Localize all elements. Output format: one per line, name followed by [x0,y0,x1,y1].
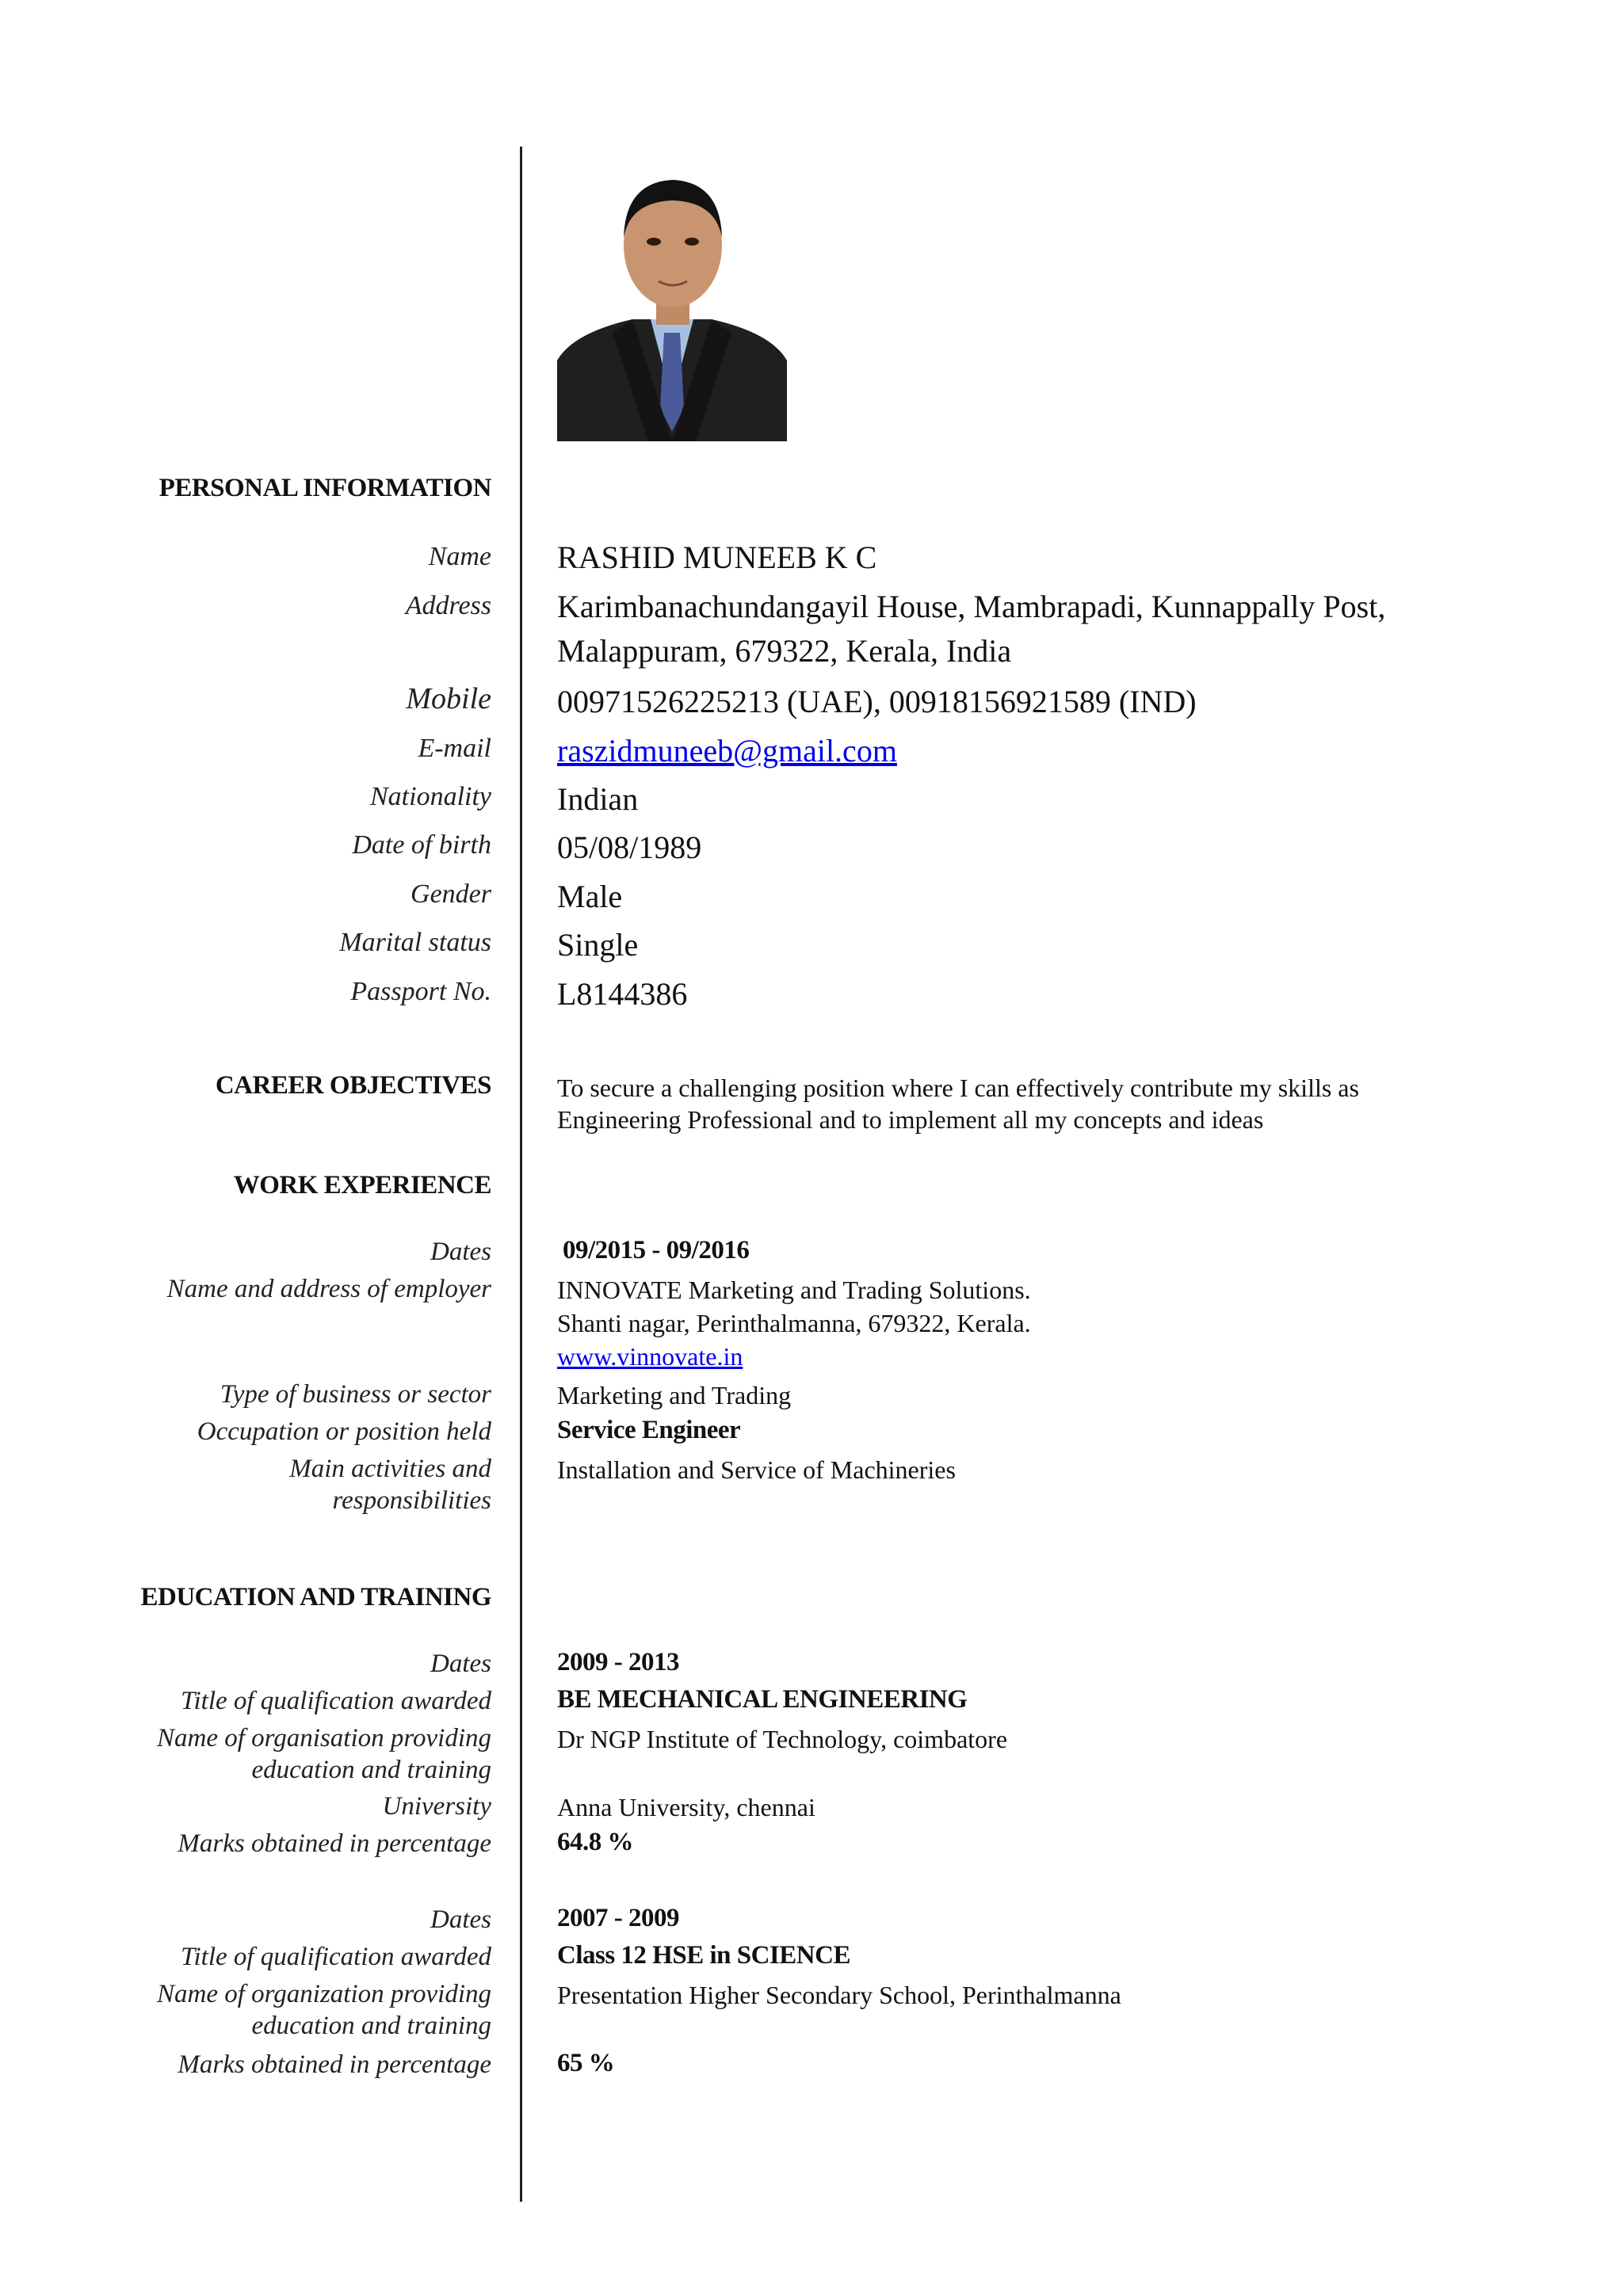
value-edu2-title: Class 12 HSE in SCIENCE [557,1941,850,1970]
value-marital-status: Single [557,927,639,963]
value-position-held: Service Engineer [557,1416,741,1444]
value-activities: Installation and Service of Machineries [557,1455,956,1484]
label-email: E-mail [418,734,491,763]
label-edu1-marks: Marks obtained in percentage [178,1829,491,1858]
career-objective-line1: To secure a challenging position where I can effectively contribute my skills as [557,1074,1359,1102]
value-edu2-marks: 65 % [557,2049,615,2077]
email-link[interactable]: raszidmuneeb@gmail.com [557,733,897,769]
section-personal-information: PERSONAL INFORMATION [158,474,491,502]
label-edu2-org-line1: Name of organization providing [157,1980,491,2008]
label-nationality: Nationality [370,782,491,811]
value-edu1-title: BE MECHANICAL ENGINEERING [557,1685,968,1714]
career-objective-line2: Engineering Professional and to implement all my concepts and ideas [557,1105,1264,1134]
label-edu2-org-line2: education and training [251,2012,491,2040]
label-activities-line2: responsibilities [332,1486,491,1515]
value-business-sector: Marketing and Trading [557,1381,792,1409]
label-dob: Date of birth [352,830,491,860]
value-address-line2: Malappuram, 679322, Kerala, India [557,633,1012,669]
value-edu1-dates: 2009 - 2013 [557,1648,679,1676]
value-nationality: Indian [557,781,639,817]
value-address-line1: Karimbanachundangayil House, Mambrapadi, Kunnappally Post, [557,589,1386,624]
label-marital-status: Marital status [339,928,491,957]
value-edu1-org: Dr NGP Institute of Technology, coimbatore [557,1725,1008,1753]
label-employer: Name and address of employer [166,1275,491,1303]
label-edu1-title: Title of qualification awarded [180,1687,491,1715]
value-mobile: 00971526225213 (UAE), 00918156921589 (IND) [557,684,1197,719]
label-name: Name [428,542,491,571]
value-edu2-org: Presentation Higher Secondary School, Perinthalmanna [557,1981,1121,2009]
label-edu1-university: University [382,1792,491,1821]
label-edu1-org-line1: Name of organisation providing [157,1724,491,1753]
column-divider [520,147,522,2202]
label-business-sector: Type of business or sector [220,1380,491,1409]
value-passport: L8144386 [557,976,688,1012]
value-edu2-dates: 2007 - 2009 [557,1904,679,1932]
label-mobile: Mobile [406,682,491,715]
value-work-dates: 09/2015 - 09/2016 [563,1236,750,1264]
label-edu2-dates: Dates [430,1905,491,1934]
value-employer-line2: Shanti nagar, Perinthalmanna, 679322, Kerala. [557,1309,1031,1337]
profile-photo [557,162,787,441]
section-career-objectives: CAREER OBJECTIVES [215,1071,491,1100]
label-edu2-title: Title of qualification awarded [180,1943,491,1971]
label-work-dates: Dates [430,1238,491,1266]
label-address: Address [405,591,491,620]
section-education-training: EDUCATION AND TRAINING [140,1583,491,1611]
label-position-held: Occupation or position held [197,1417,491,1446]
label-passport: Passport No. [350,977,491,1006]
label-edu2-marks: Marks obtained in percentage [178,2050,491,2079]
section-work-experience: WORK EXPERIENCE [233,1171,491,1199]
value-dob: 05/08/1989 [557,830,702,865]
label-edu1-org-line2: education and training [251,1756,491,1784]
value-employer-line1: INNOVATE Marketing and Trading Solutions. [557,1276,1031,1304]
label-gender: Gender [411,879,491,909]
value-edu1-marks: 64.8 % [557,1828,633,1856]
employer-website-link[interactable]: www.vinnovate.in [557,1342,743,1371]
label-activities-line1: Main activities and [289,1455,491,1483]
value-edu1-university: Anna University, chennai [557,1793,815,1821]
value-name: RASHID MUNEEB K C [557,540,877,575]
value-gender: Male [557,879,623,914]
label-edu1-dates: Dates [430,1650,491,1678]
